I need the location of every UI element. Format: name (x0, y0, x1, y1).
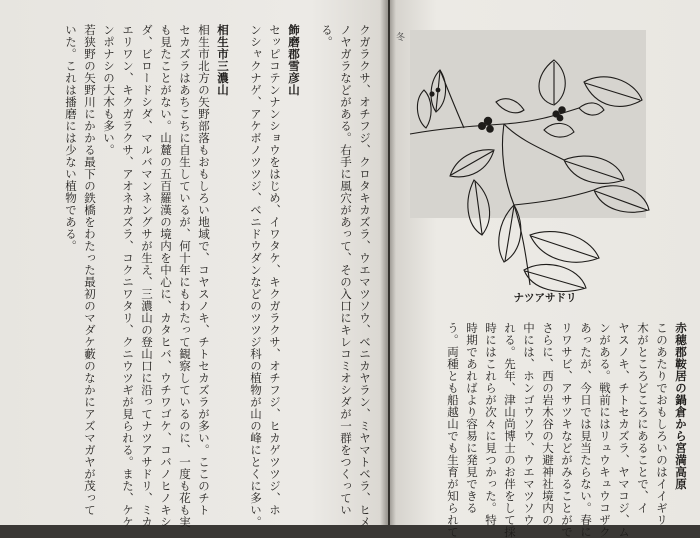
text-column: 中には、ホンゴウソウ、ウエマツソウ (522, 322, 536, 526)
text-column: リワサビ、アサツキなどがみることがで (560, 322, 574, 538)
figure-caption: ナツアサドリ (513, 292, 577, 304)
section-heading-sannou: 相生市三濃山 (216, 24, 230, 96)
text-column: ンがある。戦前にはリュウキュウコザク (598, 322, 612, 538)
text-column: あったが、今日では見当たらない。春に (579, 322, 593, 538)
text-column: ダ、ビロードシダ、マルバマンネングサが生え、三濃山の登山口に沿ってナツアサドリ、ミカ (140, 24, 154, 528)
text-column: ンシャクナゲ、アケボノツツジ、ベニドウダンなどのツツジ科の植物が山の峰にとくに多い。 (249, 24, 263, 528)
text-column: 時期であればより容易に発見できる (465, 322, 479, 514)
text-column: 時にはこれらが次々に見つかった。特 (484, 322, 498, 526)
text-column: いた。これは播磨には少ない植物である。 (64, 24, 78, 252)
text-column: セッピコテンナンショウをはじめ、イワタケ、キクガラクサ、オチフジ、ヒカゲツツジ、ホ (268, 24, 282, 516)
text-column: 若狭野の矢野川にかかる最下の鉄橋をわたった最初のマダケ藪のなかにアズマガヤが茂って (83, 24, 97, 516)
left-page-text (61, 24, 374, 528)
text-column: う。両種とも船越山でも生育が知られて (446, 322, 460, 538)
right-page-text (443, 322, 690, 538)
text-column: このあたりでおもしろいのはイイギリ (655, 322, 669, 526)
text-column: エリワン、キクガラクサ、アオネカズラ、コクニワタリ、クニウツギが見られる。また、ケケ (121, 24, 135, 528)
section-heading-nabekura: 赤穂郡鞍居の鍋倉から宮満高原 (674, 322, 688, 490)
text-column: ノヤガラなどがある。右手に風穴があって、その入口にキレコミオシダが一群をつくってい (339, 24, 353, 516)
text-column: セカズラはあちこちに自生しているが、何十年にもわたって観察しているのに、一度も花も実 (178, 24, 192, 528)
text-column: れる。先年、津山尚博士のお伴をして採 (503, 322, 517, 538)
section-heading-sepiko: 飾磨郡雪彦山 (287, 24, 301, 96)
plant-illustration (404, 30, 664, 300)
text-column: 相生市北方の矢野部落もおもしろい地域で、コヤスノキ、チトセカズラが多い。ここのチト (197, 24, 211, 516)
page-number: 冬 (396, 33, 406, 43)
text-column: も見たことがない。山麓の五百羅漢の境内を中心に、カタヒバ、ウチワゴケ、コバノヒノキシ (159, 24, 173, 528)
text-column: ヤスノキ、チトセカズラ、ヤマコジ、ム (617, 322, 631, 538)
text-column: クガラクサ、オチフジ、クロタキカズラ、ウエマツソウ、ベニカヤラン、ミヤマトベラ、ヒメ (358, 24, 372, 528)
text-column: さらに、西の岩木谷の大避神社境内の (541, 322, 555, 526)
text-column: ンポナシの大木も多い。 (102, 24, 116, 156)
text-column: る。 (320, 24, 334, 48)
book-gutter (380, 0, 396, 525)
text-column: 木がところどころにあることで、イ (636, 322, 650, 514)
